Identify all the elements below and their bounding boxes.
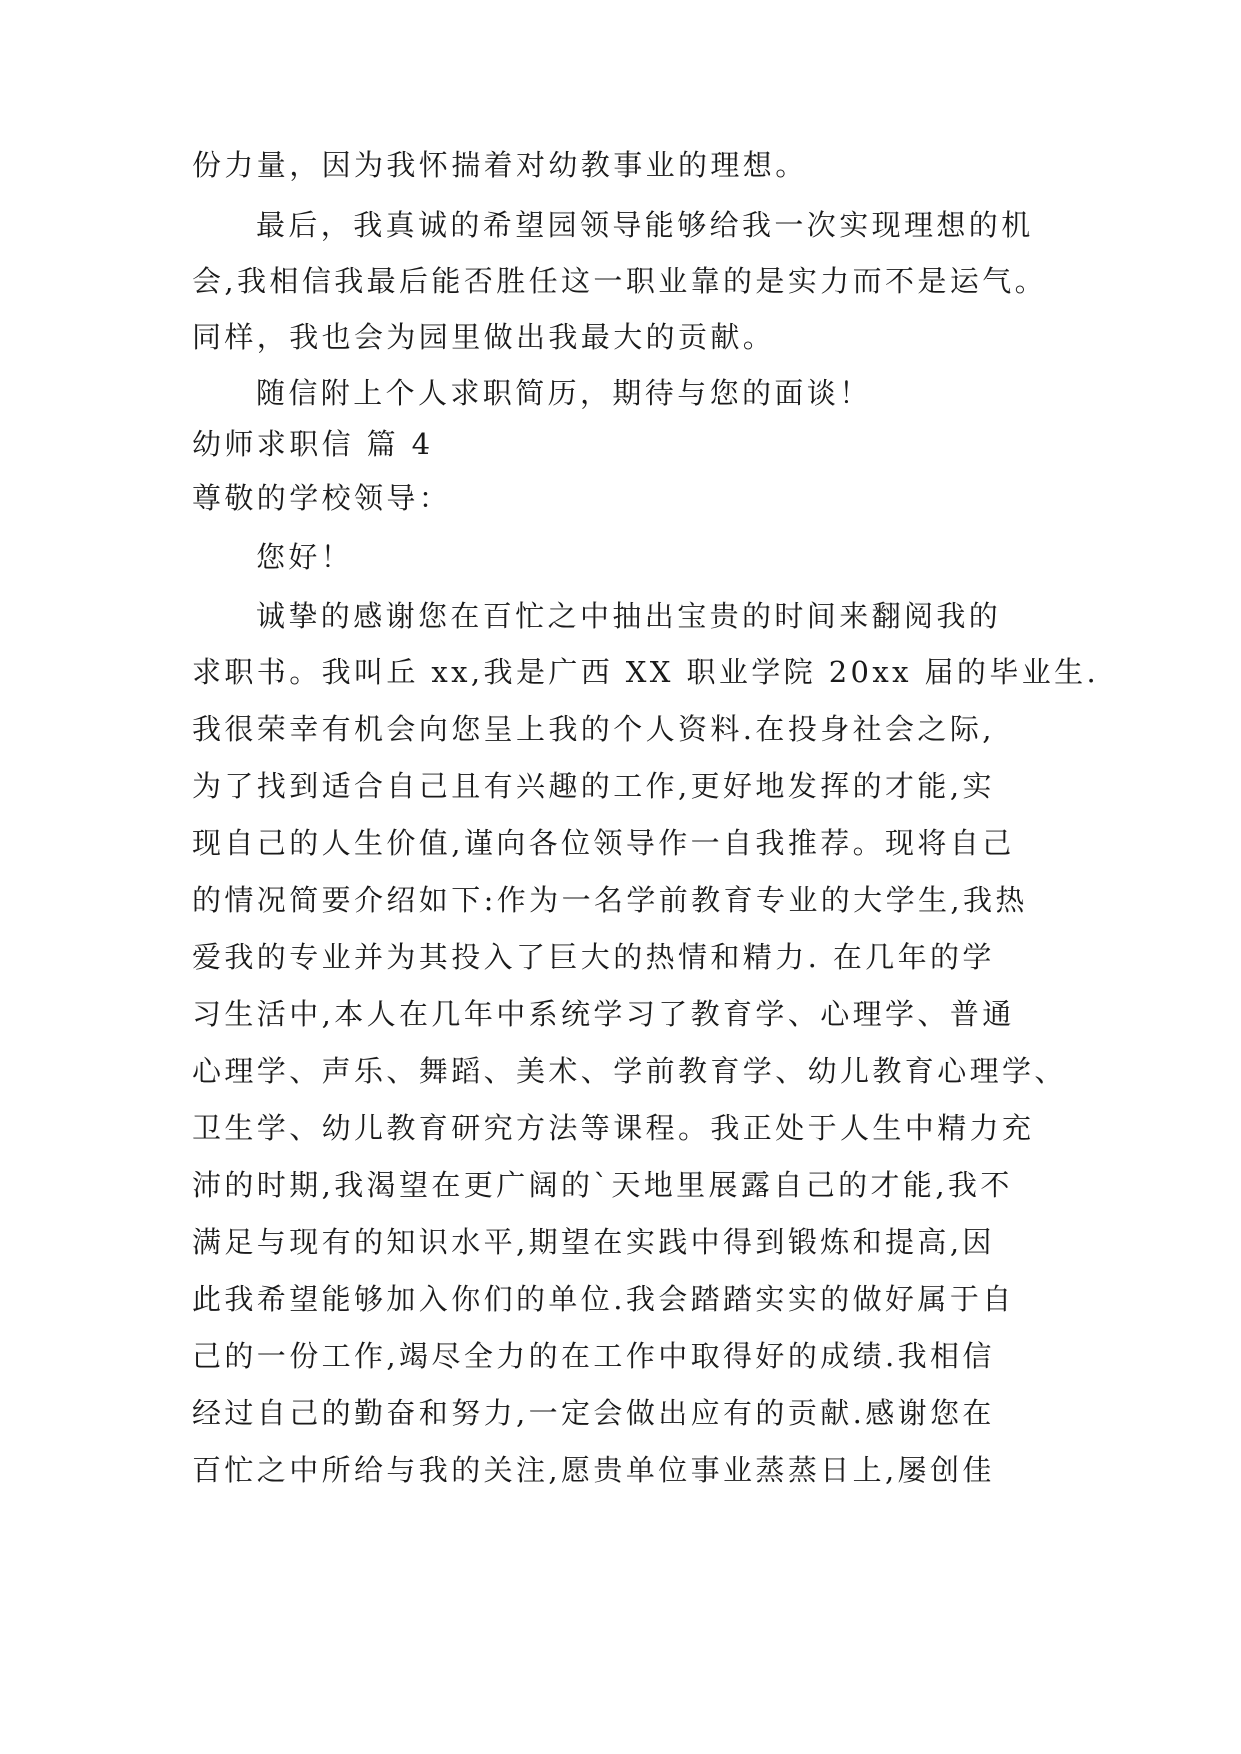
greeting: 您好！	[256, 540, 354, 574]
salutation: 尊敬的学校领导：	[192, 481, 452, 515]
text-line: 经过自己的勤奋和努力,一定会做出应有的贡献.感谢您在	[192, 1396, 995, 1430]
text-line: 百忙之中所给与我的关注,愿贵单位事业蒸蒸日上,屡创佳	[192, 1453, 995, 1487]
text-line: 最后，我真诚的希望园领导能够给我一次实现理想的机	[256, 208, 1034, 242]
text-line: 己的一份工作,竭尽全力的在工作中取得好的成绩.我相信	[192, 1339, 995, 1373]
text-line: 心理学、声乐、舞蹈、美术、学前教育学、幼儿教育心理学、	[192, 1054, 1067, 1088]
section-heading: 幼师求职信 篇 4	[192, 427, 434, 461]
text-line: 会,我相信我最后能否胜任这一职业靠的是实力而不是运气。	[192, 264, 1048, 298]
text-line: 习生活中,本人在几年中系统学习了教育学、心理学、普通	[192, 997, 1015, 1031]
text-line: 满足与现有的知识水平,期望在实践中得到锻炼和提高,因	[192, 1225, 995, 1259]
text-line: 求职书。我叫丘 xx,我是广西 XX 职业学院 20xx 届的毕业生.	[192, 655, 1100, 689]
text-line: 诚挚的感谢您在百忙之中抽出宝贵的时间来翻阅我的	[256, 599, 1002, 633]
text-line: 份力量，因为我怀揣着对幼教事业的理想。	[192, 148, 808, 182]
text-line: 我很荣幸有机会向您呈上我的个人资料.在投身社会之际,	[192, 712, 995, 746]
text-line: 同样，我也会为园里做出我最大的贡献。	[192, 320, 776, 354]
text-line: 爱我的专业并为其投入了巨大的热情和精力. 在几年的学	[192, 940, 995, 974]
text-line: 现自己的人生价值,谨向各位领导作一自我推荐。现将自己	[192, 826, 1015, 860]
text-line: 卫生学、幼儿教育研究方法等课程。我正处于人生中精力充	[192, 1111, 1035, 1145]
text-line: 的情况简要介绍如下:作为一名学前教育专业的大学生,我热	[192, 883, 1028, 917]
text-line: 为了找到适合自己且有兴趣的工作,更好地发挥的才能,实	[192, 769, 995, 803]
text-line: 此我希望能够加入你们的单位.我会踏踏实实的做好属于自	[192, 1282, 1015, 1316]
text-line: 沛的时期,我渴望在更广阔的`天地里展露自己的才能,我不	[192, 1168, 1013, 1202]
text-line: 随信附上个人求职简历，期待与您的面谈！	[256, 376, 872, 410]
